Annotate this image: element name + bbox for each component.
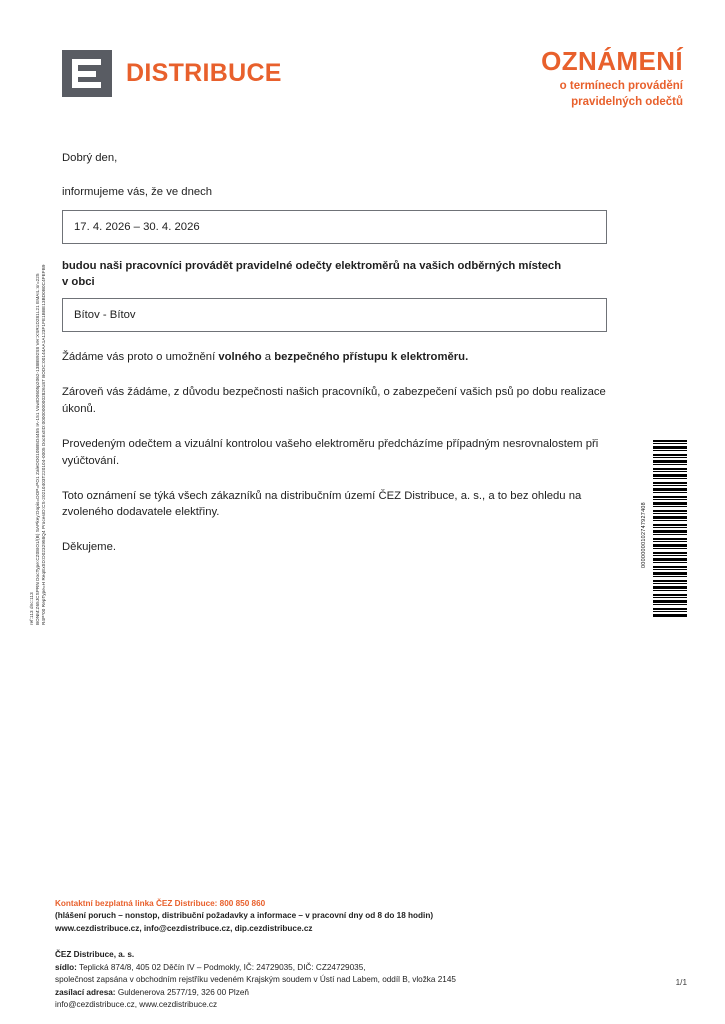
document-body [62,150,607,556]
closing-text: Děkujeme. [62,541,116,554]
logo-bar-bottom [72,82,101,88]
scope-paragraph: Toto oznámení se týká všech zákazníků na distribučním území ČEZ Distribuce, a. s., a to bez ohledu na zvoleného dodavatele elektřiny. [62,489,582,519]
footer-mail-line [55,987,655,999]
page-number: 1/1 [675,978,687,987]
access-request-paragraph [62,349,607,366]
footer-company-name: ČEZ Distribuce, a. s. [55,950,135,960]
municipality-field [62,298,607,332]
footer-hotline-note: (hlášení poruch – nonstop, distribuční požadavky a informace – v pracovní dny od 8 do 18 hodin) [55,911,434,921]
access-request-bold-free: volného [218,350,262,363]
barcode-number-text: 00000000102747927408 [641,502,647,568]
footer-hotline: Kontaktní bezplatná linka ČEZ Distribuce: 800 850 860 [55,899,266,908]
municipality-value: Bítov - Bítov [74,308,136,321]
document-footer [55,898,655,1012]
footer-seat-line [55,962,655,974]
lead-statement [62,258,607,290]
cez-logo-mark-icon [62,50,112,97]
cez-distribuce-logo [62,50,282,97]
reading-purpose-paragraph: Provedeným odečtem a vizuální kontrolou vašeho elektroměru předcházíme případným nesrovnalostem při vyúčtování. [62,437,599,467]
notice-subtitle [541,79,683,110]
technical-side-strip [28,40,50,630]
notice-heading-block [541,48,683,110]
notice-title: OZNÁMENÍ [541,46,683,76]
access-request-prefix: Žádáme vás proto o umožnění [62,350,219,363]
access-request-middle: a [261,350,275,363]
logo-wordmark: DISTRIBUCE [126,59,282,87]
barcode-image [653,440,687,618]
logo-bar-middle [72,71,96,77]
intro-text: informujeme vás, že ve dnech [62,186,213,199]
lead-statement-line-2: v obci [62,275,95,288]
logo-bar-top [72,59,101,65]
footer-contact-line: info@cezdistribuce.cz, www.cezdistribuce.cz [55,1000,218,1010]
notice-subtitle-line-2: pravidelných odečtů [571,95,683,108]
side-strip-line-2: BONM:Z65JCSPRN DocType:CZ08IO1/(B) SAPkey:Dopis=DOP=PO1 ZaleDO0105B5D4455 IA-151 VowID0605p2062-138B892S8 Ver:XSR1D281L21 EMAIL:sr=225 [35,273,40,625]
footer-seat-label: sídlo: [55,962,77,972]
footer-mail-value: Guldenerova 2577/19, 326 00 Plzeň [115,987,249,997]
footer-seat-value: Teplická 874/8, 405 02 Děčín IV – Podmokly, IČ: 24729035, DIČ: CZ24729035, [76,962,366,972]
date-range-value: 17. 4. 2026 – 30. 4. 2026 [74,220,200,233]
notice-subtitle-line-1: o termínech provádění [559,80,683,93]
side-strip-line-3: ref:113 dnc:113 [29,592,34,625]
access-request-bold-safe: bezpečného přístupu k elektroměru. [274,350,469,363]
footer-web-line: www.cezdistribuce.cz, info@cezdistribuce.cz, dip.cezdistribuce.cz [55,923,313,933]
side-strip-line-1: R4P*00 RepType=H ReqExtID:D0232958Q4 ProcesID:CS-20210403T220104-0005 DocExtID:00000000002826187 BODC:00144AA1A123F1FE1BBE13BD0B0C4FEFB9 [41,264,46,625]
lead-statement-line-1: budou naši pracovníci provádět pravidelné odečty elektroměrů na vašich odběrných místech [62,259,562,272]
greeting-text: Dobrý den, [62,152,118,164]
footer-company-block [55,949,655,1011]
barcode-block [641,440,687,618]
date-range-field [62,210,607,244]
footer-mail-label: zasílací adresa: [55,987,116,997]
footer-registry-line: společnost zapsána v obchodním rejstříku vedeném Krajským soudem v Ústí nad Labem, oddíl B, vložka 2145 [55,975,456,985]
document-header [62,48,683,128]
dog-safety-paragraph: Zároveň vás žádáme, z důvodu bezpečnosti našich pracovníků, o zabezpečení vašich psů po dobu realizace úkonů. [62,385,606,415]
barcode-number [641,440,653,618]
